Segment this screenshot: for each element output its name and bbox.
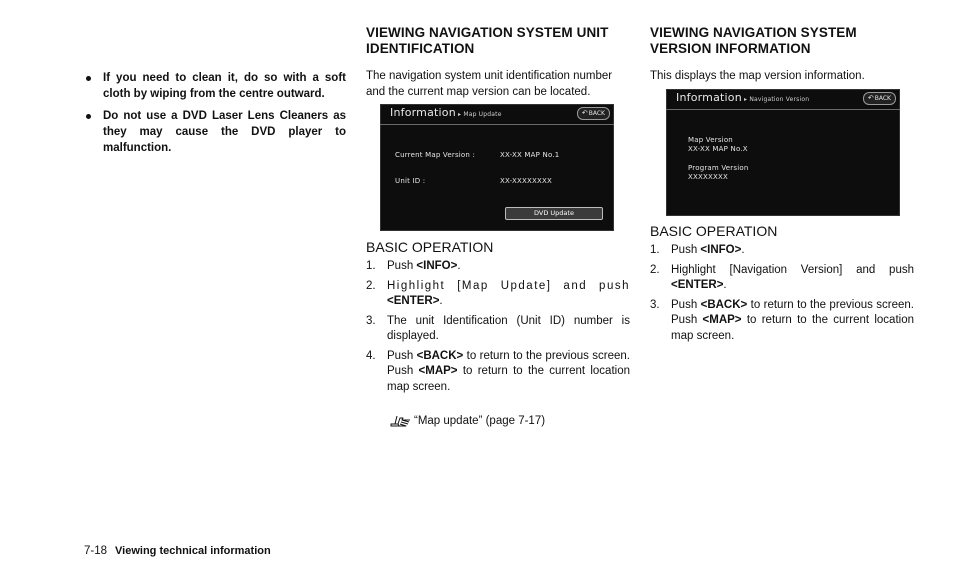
map-version-label: Map Version bbox=[688, 136, 733, 144]
page-reference[interactable] bbox=[390, 413, 545, 429]
caution-item: If you need to clean it, do so with a soft cloth by wiping from the centre outward. bbox=[84, 70, 346, 102]
screen-title-bar bbox=[380, 104, 614, 126]
basic-operation-heading: BASIC OPERATION bbox=[650, 223, 778, 239]
step-item: 4. Push <BACK> to return to the previous screen. Push <MAP> to return to the current location map screen. bbox=[366, 349, 630, 393]
screen-subtitle: Map Update bbox=[463, 111, 502, 118]
basic-operation-heading: BASIC OPERATION bbox=[366, 239, 494, 255]
navigation-version-screen bbox=[666, 89, 900, 216]
back-arrow-icon: ↶ bbox=[581, 109, 588, 117]
caution-item: Do not use a DVD Laser Lens Cleaners as they may cause the DVD player to malfunction. bbox=[84, 108, 346, 156]
program-version-label: Program Version bbox=[688, 164, 749, 172]
unit-id-value: XX-XXXXXXXX bbox=[500, 177, 552, 185]
back-button-label: BACK bbox=[874, 95, 891, 102]
page-reference-text: “Map update” (page 7-17) bbox=[414, 415, 546, 427]
page-footer bbox=[84, 543, 271, 559]
back-button-label: BACK bbox=[588, 110, 605, 117]
screen-title: Information bbox=[676, 91, 742, 104]
step-item: 2. Highlight [Map Update] and push <ENTER>. bbox=[366, 279, 630, 307]
unit-identification-heading: VIEWING NAVIGATION SYSTEM UNIT IDENTIFICATION bbox=[366, 25, 609, 56]
map-version-value: XX-XX MAP No.X bbox=[688, 145, 748, 153]
unit-id-label: Unit ID : bbox=[395, 177, 426, 185]
step-item: 2. Highlight [Navigation Version] and push <ENTER>. bbox=[650, 263, 914, 291]
breadcrumb-arrow-icon: ▸ bbox=[741, 96, 750, 103]
current-map-version-value: XX-XX MAP No.1 bbox=[500, 151, 560, 159]
program-version-value: XXXXXXXX bbox=[688, 173, 728, 181]
screen-subtitle: Navigation Version bbox=[749, 96, 810, 103]
back-arrow-icon: ↶ bbox=[867, 94, 874, 102]
title-divider bbox=[380, 124, 614, 125]
caution-list bbox=[84, 70, 346, 162]
pointing-hand-icon bbox=[390, 413, 412, 427]
screen-title-bar bbox=[666, 89, 900, 111]
version-information-heading: VIEWING NAVIGATION SYSTEM VERSION INFORMATION bbox=[650, 25, 857, 56]
section-title: Viewing technical information bbox=[115, 545, 271, 557]
unit-identification-intro: The navigation system unit identification number and the current map version can be located. bbox=[366, 70, 613, 98]
step-item: 1. Push <INFO>. bbox=[650, 244, 745, 256]
breadcrumb-arrow-icon: ▸ bbox=[455, 111, 464, 118]
step-item: 3. Push <BACK> to return to the previous screen. Push <MAP> to return to the current location map screen. bbox=[650, 298, 914, 342]
screen-title: Information bbox=[390, 106, 456, 119]
back-button[interactable] bbox=[577, 107, 610, 120]
version-information-intro: This displays the map version information. bbox=[650, 70, 865, 82]
title-divider bbox=[666, 109, 900, 110]
page-number: 7-18 bbox=[84, 545, 108, 557]
step-item: 3. The unit Identification (Unit ID) number is displayed. bbox=[366, 314, 630, 342]
back-button[interactable] bbox=[863, 92, 896, 105]
current-map-version-label: Current Map Version : bbox=[395, 151, 476, 159]
version-steps bbox=[650, 243, 914, 348]
step-item: 1. Push <INFO>. bbox=[366, 260, 461, 272]
map-update-screen bbox=[380, 104, 614, 231]
dvd-update-button[interactable]: DVD Update bbox=[505, 207, 603, 220]
unit-id-steps bbox=[366, 259, 630, 399]
